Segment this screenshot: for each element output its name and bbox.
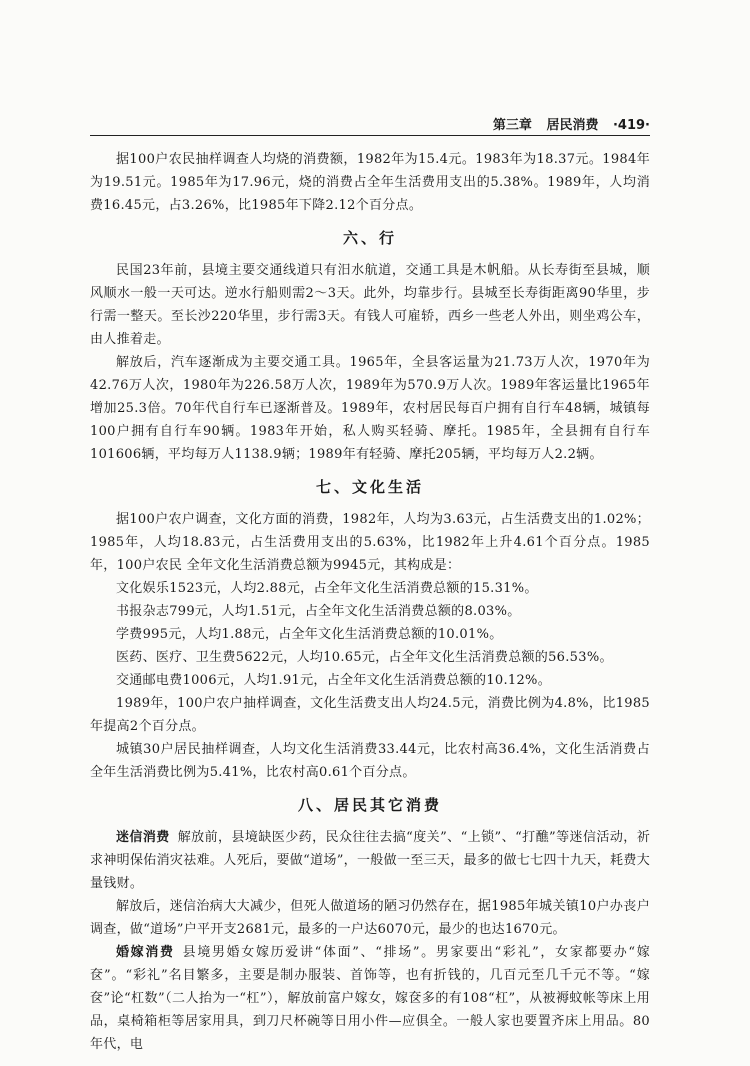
paragraph: 解放后，汽车逐渐成为主要交通工具。1965年，全县客运量为21.73万人次，1970年为42.76万人次，1980年为226.58万人次，1989年为570.9万人次。1989年客运量比1965年增加25.3倍。70年代自行车已逐渐普及。1989年，农村居民每百户拥有自行车48辆，城镇每100户拥有自行车90辆。1983年开始，私人购买轻骑、摩托。1985年，全县拥有自行车101606辆，平均每万人1138.9辆；1989年有轻骑、摩托205辆，平均每万人2.2辆。: [90, 355, 650, 462]
section-title-culture: 七、文化生活: [315, 478, 424, 496]
header-rule: [90, 135, 650, 136]
page-number: ·419·: [612, 118, 650, 133]
intro-paragraph: 据100户农民抽样调查人均烧的消费额，1982年为15.4元。1983年为18.37元。1984年为19.51元。1985年为17.96元，烧的消费占全年生活费用支出的5.38%。1989年，人均消费16.45元，占3.26%，比1985年下降2.12个百分点。: [90, 152, 650, 213]
expense-list: [90, 577, 650, 692]
keyword: 婚嫁消费: [116, 945, 175, 960]
paragraph: 城镇30户居民抽样调查，人均文化生活消费33.44元，比农村高36.4%，文化生活消费占全年生活消费比例为5.41%，比农村高0.61个百分点。: [90, 742, 650, 780]
paragraph: 解放后，迷信治病大大减少，但死人做道场的陋习仍然存在，据1985年城关镇10户办丧户调查，做“道场”户平开支2681元，最多的一户达6070元，最少的也达1670元。: [90, 899, 650, 937]
list-item: 书报杂志799元，人均1.51元，占全年文化生活消费总额的8.03%。: [116, 604, 521, 619]
running-header: [90, 114, 650, 133]
paragraph-text: 解放前，县境缺医少药，民众往往去搞“度关”、“上锁”、“打醮”等迷信活动，祈求神明保佑消灾祛难。人死后，要做“道场”，一般做一至三天，最多的做七七四十九天，耗费大量钱财。: [90, 830, 651, 891]
paragraph: 民国23年前，县境主要交通线道只有汨水航道，交通工具是木帆船。从长寿街至县城，顺风顺水一般一天可达。逆水行船则需2～3天。此外，均靠步行。县城至长寿街距离90华里，步行需一整天。至长沙220华里，步行需3天。有钱人可雇轿，西乡一些老人外出，则坐鸡公车，由人推着走。: [90, 263, 650, 347]
paragraph: [90, 941, 650, 1056]
section-title-travel: 六、行: [342, 229, 397, 247]
paragraph: 据100户农户调查，文化方面的消费，1982年，人均为3.63元，占生活费支出的1.02%；1985年，人均18.83元，占生活费用支出的5.63%，比1982年上升4.61个百分点。1985年，100户农民 全年文化生活消费总额为9945元，其构成是：: [90, 512, 650, 573]
chapter-label: 第三章: [492, 118, 532, 133]
paragraph: [90, 826, 650, 895]
section-title-other: 八、居民其它消费: [297, 796, 442, 814]
chapter-title: 居民消费: [546, 118, 599, 133]
keyword: 迷信消费: [116, 830, 170, 845]
list-item: 学费995元，人均1.88元，占全年文化生活消费总额的10.01%。: [116, 627, 503, 642]
body-text: [90, 148, 650, 1056]
paragraph: 1989年，100户农户抽样调查，文化生活费支出人均24.5元，消费比例为4.8%，比1985年提高2个百分点。: [90, 696, 650, 734]
list-item: 医药、医疗、卫生费5622元，人均10.65元，占全年文化生活消费总额的56.53%。: [116, 650, 613, 665]
list-item: 文化娱乐1523元，人均2.88元，占全年文化生活消费总额的15.31%。: [116, 581, 538, 596]
list-item: 交通邮电费1006元，人均1.91元，占全年文化生活消费总额的10.12%。: [116, 673, 551, 688]
paragraph-text: 县境男婚女嫁历爱讲“体面”、“排场”。男家要出“彩礼”，女家都要办“嫁奁”。“彩礼”名目繁多，主要是制办服装、首饰等，也有折钱的，几百元至几千元不等。“嫁奁”论“杠数”（二人抬为一“杠”），解放前富户嫁女，嫁奁多的有108“杠”，从被褥蚊帐等床上用品，桌椅箱柜等居家用具，到刀尺杯碗等日用小件—应俱全。一般人家也要置齐床上用品。80年代，电: [90, 945, 650, 1052]
